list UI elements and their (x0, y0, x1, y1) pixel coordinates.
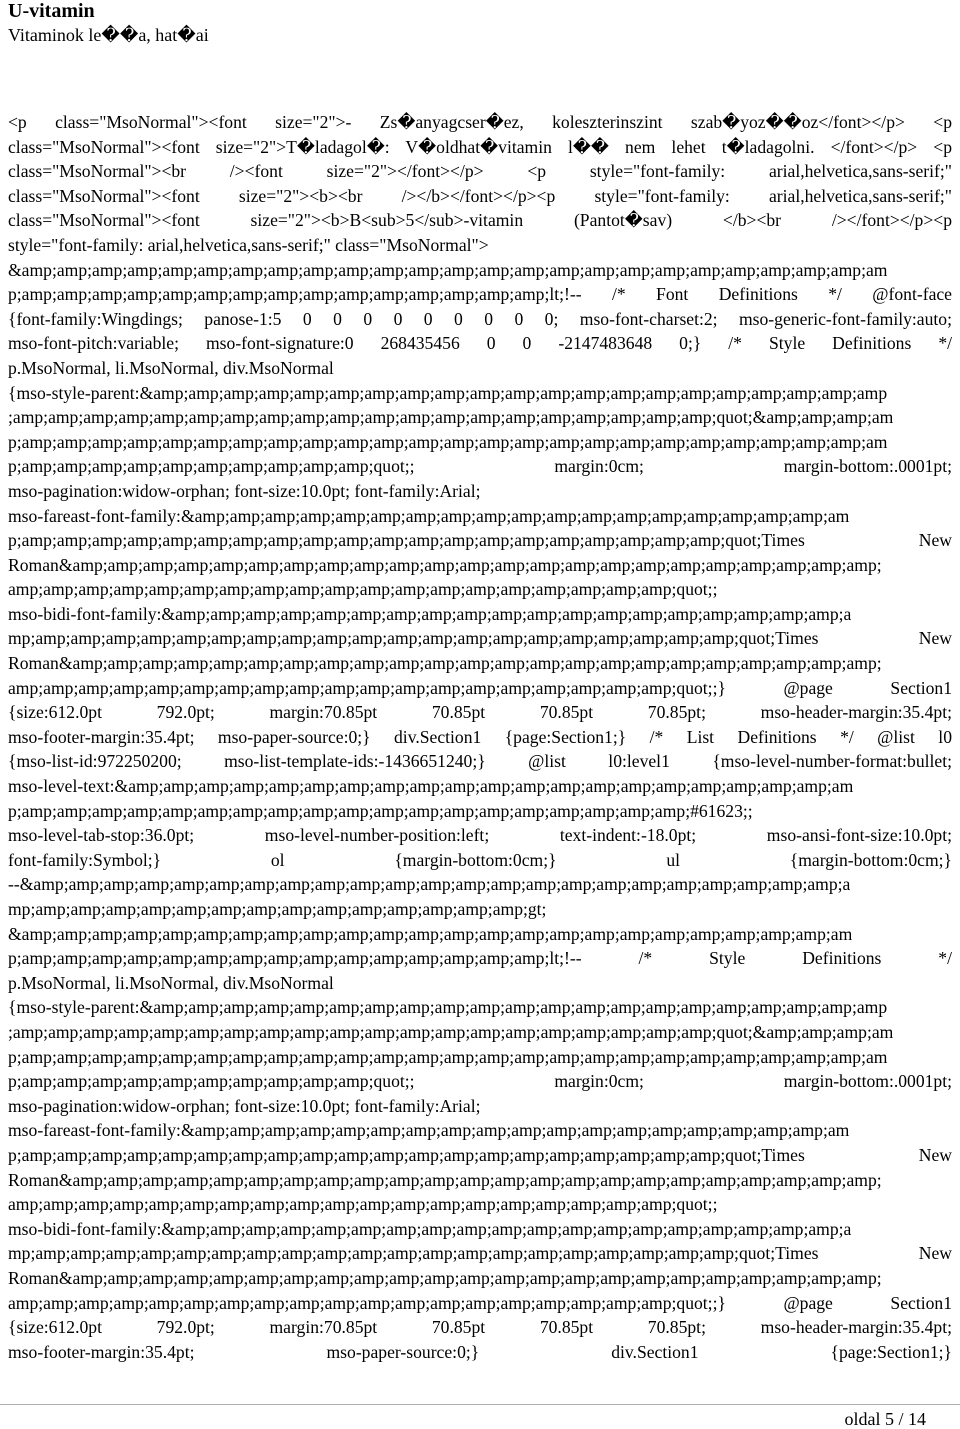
body-line: mso-fareast-font-family:&amp;amp;amp;amp;amp;amp;amp;amp;amp;amp;amp;amp;amp;amp;amp;amp;amp;amp;am (8, 505, 850, 526)
body-line: ;amp;amp;amp;amp;amp;amp;amp;amp;amp;amp;amp;amp;amp;amp;amp;amp;amp;amp;amp;amp;quot;&amp;amp;amp;am (8, 407, 894, 428)
body-line: font-family:Symbol;} ol {margin-bottom:0cm;} ul {margin-bottom:0cm;} (8, 849, 952, 870)
body-line: mso-bidi-font-family:&amp;amp;amp;amp;amp;amp;amp;amp;amp;amp;amp;amp;amp;amp;amp;amp;amp;amp;amp;a (8, 603, 852, 624)
body-line: &amp;amp;amp;amp;amp;amp;amp;amp;amp;amp;amp;amp;amp;amp;amp;amp;amp;amp;amp;amp;amp;amp;amp;amp;am (8, 259, 888, 280)
body-line: p;amp;amp;amp;amp;amp;amp;amp;amp;amp;amp;amp;amp;amp;amp;amp;amp;amp;amp;amp;amp;quot;Times New (8, 530, 952, 551)
body-line: p;amp;amp;amp;amp;amp;amp;amp;amp;amp;amp;quot;; margin:0cm; margin-bottom:.0001pt; (8, 456, 952, 477)
body-line: p;amp;amp;amp;amp;amp;amp;amp;amp;amp;amp;amp;amp;amp;amp;amp;lt;!-- /* Font Definitions */ @font-face (8, 284, 952, 305)
body-line: {font-family:Wingdings; panose-1:5 0 0 0 0 0 0 0 0 0; mso-font-charset:2; mso-generic-font-family:auto; (8, 308, 952, 329)
body-line: amp;amp;amp;amp;amp;amp;amp;amp;amp;amp;amp;amp;amp;amp;amp;amp;amp;amp;amp;quot;; (8, 1194, 718, 1215)
body-line: mso-fareast-font-family:&amp;amp;amp;amp;amp;amp;amp;amp;amp;amp;amp;amp;amp;amp;amp;amp;amp;amp;am (8, 1120, 850, 1141)
body-line: p;amp;amp;amp;amp;amp;amp;amp;amp;amp;amp;amp;amp;amp;amp;amp;amp;amp;amp;amp;#61623;; (8, 800, 753, 821)
body-line: Roman&amp;amp;amp;amp;amp;amp;amp;amp;amp;amp;amp;amp;amp;amp;amp;amp;amp;amp;amp;amp;amp;amp;amp; (8, 653, 882, 674)
body-line: class="MsoNormal"><font size="2">T�ladagol�: V�oldhat�vitamin l�� nem lehet t�ladagolni. </font></p> <p (8, 136, 952, 157)
body-line: amp;amp;amp;amp;amp;amp;amp;amp;amp;amp;amp;amp;amp;amp;amp;amp;amp;amp;amp;quot;; (8, 579, 718, 600)
body-line: &amp;amp;amp;amp;amp;amp;amp;amp;amp;amp;amp;amp;amp;amp;amp;amp;amp;amp;amp;amp;amp;amp;amp;am (8, 923, 853, 944)
footer-divider (0, 1404, 960, 1405)
body-line: p;amp;amp;amp;amp;amp;amp;amp;amp;amp;amp;amp;amp;amp;amp;amp;amp;amp;amp;amp;amp;quot;Times New (8, 1144, 952, 1165)
body-line: class="MsoNormal"><br /><font size="2"></font></p> <p style="font-family: arial,helvetica,sans-serif;" (8, 161, 952, 182)
body-line: style="font-family: arial,helvetica,sans-serif;" class="MsoNormal"> (8, 234, 489, 255)
body-line: {mso-style-parent:&amp;amp;amp;amp;amp;amp;amp;amp;amp;amp;amp;amp;amp;amp;amp;amp;amp;amp;amp;amp;amp (8, 997, 888, 1018)
body-line: class="MsoNormal"><font size="2"><b><br /></b></font></p><p style="font-family: arial,helvetica,sans-serif;" (8, 185, 952, 206)
body-line: mso-level-tab-stop:36.0pt; mso-level-number-position:left; text-indent:-18.0pt; mso-ansi-font-size:10.0pt; (8, 825, 952, 846)
body-line: mso-level-text:&amp;amp;amp;amp;amp;amp;amp;amp;amp;amp;amp;amp;amp;amp;amp;amp;amp;amp;amp;amp;am (8, 776, 854, 797)
body-text (8, 110, 952, 1364)
body-line: mp;amp;amp;amp;amp;amp;amp;amp;amp;amp;amp;amp;amp;amp;amp;amp;amp;amp;amp;amp;amp;quot;Times New (8, 628, 952, 649)
page-number: oldal 5 / 14 (844, 1409, 926, 1429)
body-line: {mso-style-parent:&amp;amp;amp;amp;amp;amp;amp;amp;amp;amp;amp;amp;amp;amp;amp;amp;amp;amp;amp;amp;amp (8, 382, 888, 403)
body-line: p;amp;amp;amp;amp;amp;amp;amp;amp;amp;amp;quot;; margin:0cm; margin-bottom:.0001pt; (8, 1071, 952, 1092)
body-line: ;amp;amp;amp;amp;amp;amp;amp;amp;amp;amp;amp;amp;amp;amp;amp;amp;amp;amp;amp;amp;quot;&amp;amp;amp;am (8, 1021, 894, 1042)
body-line: p;amp;amp;amp;amp;amp;amp;amp;amp;amp;amp;amp;amp;amp;amp;amp;amp;amp;amp;amp;amp;amp;amp;amp;amp;am (8, 1046, 888, 1067)
body-line: mp;amp;amp;amp;amp;amp;amp;amp;amp;amp;amp;amp;amp;amp;amp;gt; (8, 899, 547, 919)
body-line: mso-pagination:widow-orphan; font-size:10.0pt; font-family:Arial; (8, 1095, 481, 1116)
body-line: Roman&amp;amp;amp;amp;amp;amp;amp;amp;amp;amp;amp;amp;amp;amp;amp;amp;amp;amp;amp;amp;amp;amp;amp; (8, 1169, 882, 1190)
body-line: class="MsoNormal"><font size="2"><b>B<sub>5</sub>-vitamin (Pantot�sav) </b><br /></font></p><p (8, 210, 952, 231)
page-subtitle: Vitaminok le��a, hat�ai (8, 25, 209, 45)
body-line: {size:612.0pt 792.0pt; margin:70.85pt 70.85pt 70.85pt 70.85pt; mso-header-margin:35.4pt; (8, 1317, 952, 1338)
body-line: p;amp;amp;amp;amp;amp;amp;amp;amp;amp;amp;amp;amp;amp;amp;amp;lt;!-- /* Style Definitions */ (8, 948, 952, 969)
body-line: {mso-list-id:972250200; mso-list-template-ids:-1436651240;} @list l0:level1 {mso-level-number-format:bullet; (8, 751, 952, 772)
body-line: p.MsoNormal, li.MsoNormal, div.MsoNormal (8, 972, 334, 993)
body-line: p;amp;amp;amp;amp;amp;amp;amp;amp;amp;amp;amp;amp;amp;amp;amp;amp;amp;amp;amp;amp;amp;amp;amp;amp;am (8, 431, 888, 452)
body-line: p.MsoNormal, li.MsoNormal, div.MsoNormal (8, 357, 334, 378)
body-line: mso-font-pitch:variable; mso-font-signature:0 268435456 0 0 -2147483648 0;} /* Style Definitions */ (8, 333, 952, 354)
body-line: mso-pagination:widow-orphan; font-size:10.0pt; font-family:Arial; (8, 480, 481, 501)
body-line: mso-footer-margin:35.4pt; mso-paper-source:0;} div.Section1 {page:Section1;} (8, 1341, 952, 1362)
body-line: mso-footer-margin:35.4pt; mso-paper-source:0;} div.Section1 {page:Section1;} /* List Definitions */ @list l0 (8, 726, 952, 747)
page-title: U-vitamin (8, 0, 95, 22)
body-line: {size:612.0pt 792.0pt; margin:70.85pt 70.85pt 70.85pt 70.85pt; mso-header-margin:35.4pt; (8, 702, 952, 723)
body-line: Roman&amp;amp;amp;amp;amp;amp;amp;amp;amp;amp;amp;amp;amp;amp;amp;amp;amp;amp;amp;amp;amp;amp;amp; (8, 1267, 882, 1288)
body-line: mso-bidi-font-family:&amp;amp;amp;amp;amp;amp;amp;amp;amp;amp;amp;amp;amp;amp;amp;amp;amp;amp;amp;a (8, 1218, 852, 1239)
body-line: <p class="MsoNormal"><font size="2">- Zs�anyagcser�ez, koleszterinszint szab�yoz��oz</font></p> <p (8, 112, 952, 132)
body-line: amp;amp;amp;amp;amp;amp;amp;amp;amp;amp;amp;amp;amp;amp;amp;amp;amp;amp;amp;quot;;} @page Section1 (8, 1292, 952, 1313)
body-line: amp;amp;amp;amp;amp;amp;amp;amp;amp;amp;amp;amp;amp;amp;amp;amp;amp;amp;amp;quot;;} @page Section1 (8, 677, 952, 698)
body-line: mp;amp;amp;amp;amp;amp;amp;amp;amp;amp;amp;amp;amp;amp;amp;amp;amp;amp;amp;amp;amp;quot;Times New (8, 1243, 952, 1264)
body-line: Roman&amp;amp;amp;amp;amp;amp;amp;amp;amp;amp;amp;amp;amp;amp;amp;amp;amp;amp;amp;amp;amp;amp;amp; (8, 554, 882, 575)
body-line: --&amp;amp;amp;amp;amp;amp;amp;amp;amp;amp;amp;amp;amp;amp;amp;amp;amp;amp;amp;amp;amp;amp;amp;a (8, 874, 851, 895)
